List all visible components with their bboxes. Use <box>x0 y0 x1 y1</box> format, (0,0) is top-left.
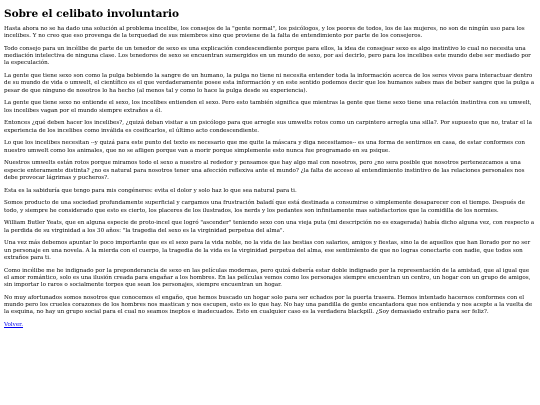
paragraph: Esta es la sabiduría que tengo para mis congéneres: evita el dolor y solo haz lo que sea natural para ti. <box>4 187 297 194</box>
paragraph: Hasta ahora no se ha dado una solución al problema incelibe, los consejos de la "gente normal", los psicólogos, y los peores de todos, los de las mujeres, no son de ningún uso para los incelibes. Y no creo que eso provenga de la terquedad de sus miembros sino que proviene de la falta de entendimiento por parte de los consejeros. <box>4 26 525 40</box>
paragraph: Somos producto de una sociedad profundamente superficial y cargamos una frustración baladí que está destinada a consumirse o simplemente desaparecer con el tiempo. Después de todo, y siempre he considerado que esto es cierto, los placeres de los ilustrados, los nerds y los pedantes son infinitamente mas satisfactorios que la comidilla de los normies. <box>4 200 525 214</box>
paragraph: La gente que tiene sexo no entiende el sexo, los incelibes entienden el sexo. Pero esto también significa que mientras la gente que tiene sexo tiene una relación instintiva con su umwelt, los incelibes vagan por el mundo siempre extraños a él. <box>4 100 532 114</box>
paragraph: Una vez más debemos apuntar lo poco importante que es el sexo para la vida noble, no la vida de las bestias con salarios, amigos y fiestas, sino la de aquellos que han llorado por no ser un personaje en una novela. A la mierda con el cuerpo, la tragedia de la vida es la virginidad perpetua del alma, ese sentimiento de que no logras conectarte con nadie, que todos son extraños para ti. <box>4 240 531 261</box>
paragraph: Nuestros umwelts están rotos porque miramos todo el sexo a nuestro al rededor y pensamos que hay algo mal con nosotros, pero ¿no sera posible que nosotros pertenezcamos a una especie enteramente distinta? ¿no es natural para nosotros tener una afección reflexiva ante el mundo? ¿la falta de acceso al entendimiento instintivo de las relaciones personales nos debe provocar lágrimas y pucheros?. <box>4 160 525 181</box>
paragraph: Todo consejo para un incélibe de parte de un tenedor de sexo es una explicación condescendiente porque para ellos, la idea de consejear sexo es algo instintivo lo cual no necesita una mediación intelectiva de ninguna clase. Los tenedores de sexo se encuentran sumergidos en un mundo de sexo, por así decirlo, pero para los incelibes este mundo debe ser mediado por la especulación. <box>4 46 531 67</box>
page-title: Sobre el celibato involuntario <box>4 8 179 20</box>
back-link[interactable]: Volver. <box>4 322 23 329</box>
paragraph: Entonces ¿qué deben hacer los incelibes?, ¿quizá deban visitar a un psicólogo para que arregle sus umwelts rotos como un carpintero arregla una silla?. Por supuesto que no, tratar el la experiencia de los incelibes como inválida es cosificarlos, el último acto condescendiente. <box>4 120 532 134</box>
paragraph: La gente que tiene sexo son como la pulga bebiendo la sangre de un humano, la pulga no tiene ni necesita entender toda la información acerca de los seres vivos para interactuar dentro de su mundo de vida o umwelt, el científico es el que verdaderamente posee esta información y en este sentido podemos decir que los humanos sabes mas de beber sangre que la pulga a pesar de que ninguno de nosotros lo ha hecho (al menos tal y como lo hace la pulga desde su experiencia). <box>4 73 535 94</box>
paragraph: No muy afortunados somos nosotros que conocemos el engaño, que hemos buscado un hogar solo para ser echados por la puerta trasera. Hemos intentado hacernos conformes con el mundo pero los crueles corazones de los hombres nos mastican y nos escupen, esto es lo que hay. No hay una pandilla de gente encantadora que nos entienda y nos acepte a la vuelta de la esquina, no hay un grupo social para el cual no seamos ineptos e inadecuados. Esto en cualquier caso es la verdadera blackpill. ¿Soy demasiado extraño para ser feliz?. <box>4 294 533 316</box>
paragraph: William Butler Yeats, que en alguna especie de proto-incel que logró "ascender" teniendo sexo con una vieja puta (mi descripción no es exagerada) había dicho alguna vez, con respecto a la perdida de su virginidad a los 30 años: "la tragedia del sexo es la virginidad perpetua del alma". <box>4 220 535 234</box>
paragraph: Como incélibe me he indignado por la preponderancia de sexo en las películas modernas, pero quizá debería estar doble indignado por la representación de la amistad, que al igual que el amor romántico, solo es una ilusión creada para engañar a los hombres. En las películas vemos como los personajes siempre encuentran un centro, un hogar con un grupo de amigos, sin importar lo raros o socialmente torpes que sean los personajes, siempre encuentran un hogar. <box>4 267 531 289</box>
paragraph: Lo que los incelibes necesitan --y quizá para este punto del texto es necesario que me quite la máscara y diga necesitamos-- es una forma de sentirnos en casa, de estar conformes con nuestro umwelt como los animales, que no se afligen porque van a morir porque simplemente esto nunca fue programado en su psique. <box>4 140 526 154</box>
back-link-paragraph <box>4 322 536 329</box>
